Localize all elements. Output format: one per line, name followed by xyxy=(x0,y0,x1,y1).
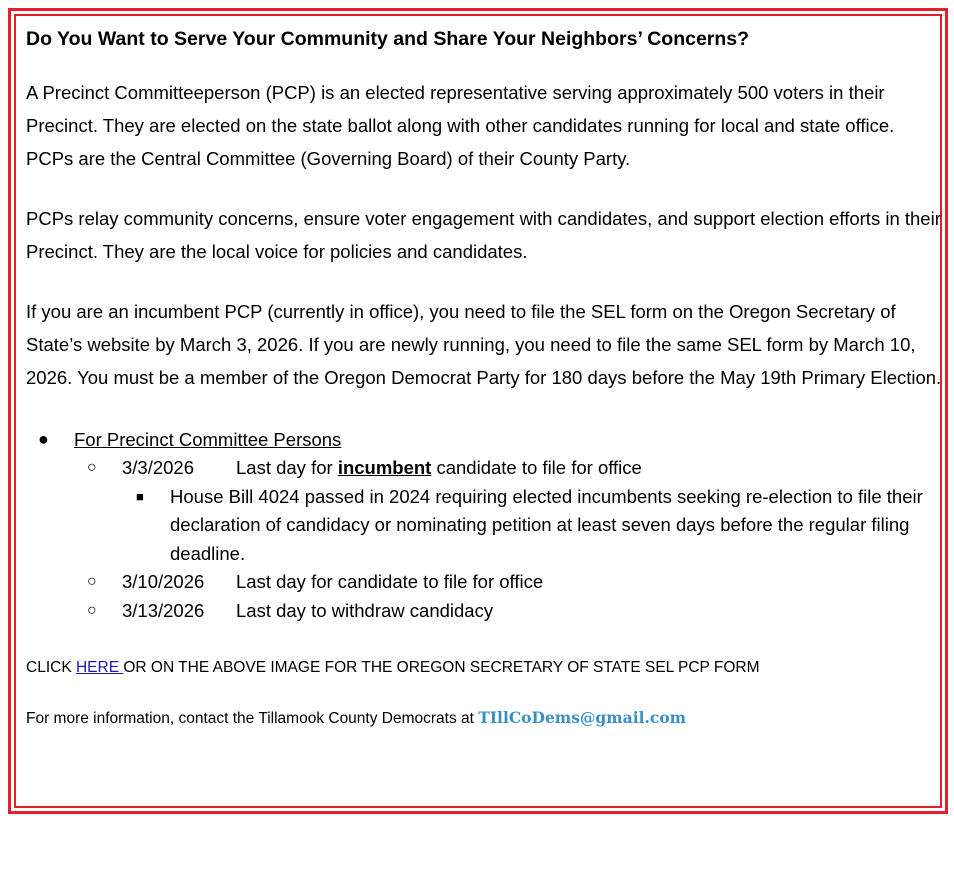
deadline-text: Last day to withdraw candidacy xyxy=(236,599,494,621)
deadline-text: candidate to file for office xyxy=(431,457,642,478)
deadline-text: Last day for xyxy=(236,457,338,478)
deadline-text: Last day for candidate to file for office xyxy=(236,571,544,592)
paragraph-filing-info: If you are an incumbent PCP (currently in office), you need to file the SEL form on the Oregon Secretary of State’s website by March 3, 2026. If you are newly running, you need to file the same SEL form by March 10, 2026. You must be a member of the Oregon Democrat Party for 180 days before the May 19th Primary Election. xyxy=(26,301,942,388)
deadline-list xyxy=(26,425,946,625)
disc-bullet-icon: ● xyxy=(38,429,49,449)
emphasis-incumbent: incumbent xyxy=(337,457,432,478)
circle-bullet-icon: ○ xyxy=(87,601,97,619)
click-suffix: OR ON THE ABOVE IMAGE FOR THE OREGON SECRETARY OF STATE SEL PCP FORM xyxy=(123,659,760,676)
list-item xyxy=(26,483,946,569)
house-bill-note: House Bill 4024 passed in 2024 requiring elected incumbents seeking re-election to file their declaration of candidacy or nominating petition at least seven days before the regular filing deadline. xyxy=(170,485,923,564)
circle-bullet-icon: ○ xyxy=(87,459,97,476)
deadline-date: 3/3/2026 xyxy=(122,457,195,478)
page-heading: Do You Want to Serve Your Community and Share Your Neighbors’ Concerns? xyxy=(26,28,750,50)
red-border-frame xyxy=(8,8,948,814)
contact-text: For more information, contact the Tillamook County Democrats at xyxy=(26,710,479,727)
paragraph-pcp-role: PCPs relay community concerns, ensure voter engagement with candidates, and support election efforts in their Precinct. They are the local voice for policies and candidates. xyxy=(26,208,941,262)
paragraph-pcp-definition: A Precinct Committeeperson (PCP) is an elected representative serving approximately 500 voters in their Precinct. They are elected on the state ballot along with other candidates running for local and state office. PCPs are the Central Committee (Governing Board) of their County Party. xyxy=(26,82,895,169)
list-item xyxy=(26,425,946,454)
click-here-line xyxy=(26,658,946,678)
click-prefix: CLICK xyxy=(26,659,76,676)
here-link[interactable]: HERE xyxy=(75,659,124,676)
contact-line xyxy=(26,708,946,729)
deadline-date: 3/10/2026 xyxy=(122,571,205,592)
contact-email-link[interactable]: TIllCoDems@gmail.com xyxy=(478,708,687,727)
square-bullet-icon: ■ xyxy=(136,488,144,504)
list-item xyxy=(26,568,946,597)
list-item xyxy=(26,597,946,626)
content-area xyxy=(26,26,946,729)
circle-bullet-icon: ○ xyxy=(87,573,97,590)
inner-border xyxy=(14,14,942,808)
deadline-date: 3/13/2026 xyxy=(122,599,205,621)
list-item xyxy=(26,454,946,483)
list-heading: For Precinct Committee Persons xyxy=(74,429,342,450)
